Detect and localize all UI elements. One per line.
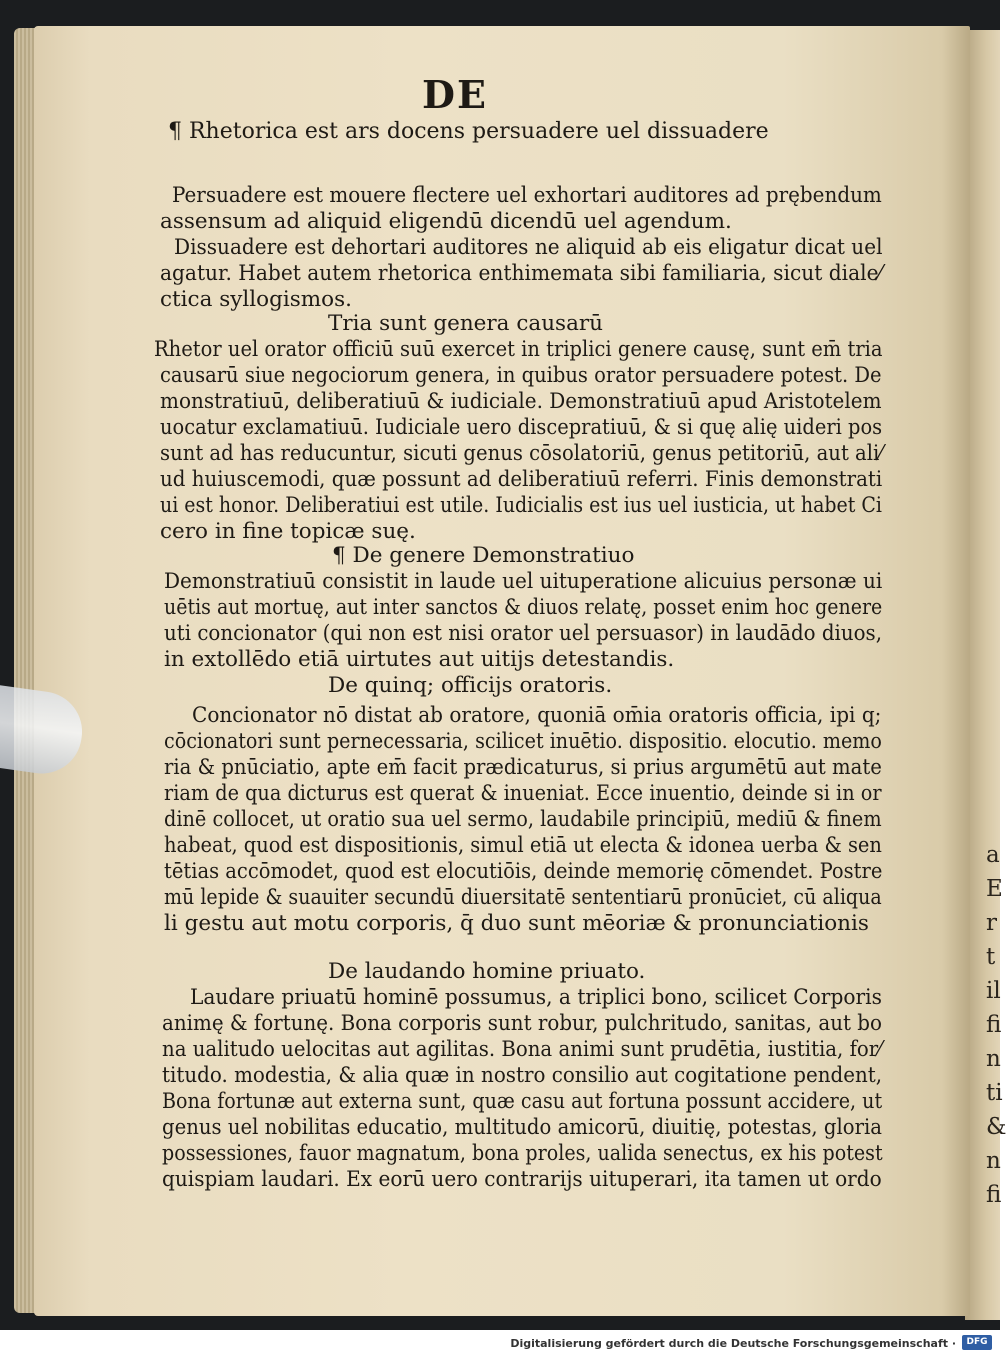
text-line: assensum ad aliquid eligendū dicendū uel agendum. — [160, 209, 732, 234]
text-line: uocatur exclamatiuū. Iudiciale uero discepratiuū, & si quę alię uideri pos — [160, 415, 883, 440]
section-heading: Tria sunt genera causarū — [328, 311, 604, 336]
text-line: Concionator nō distat ab oratore, quoniā om̄ia oratoris officia, ipi q; — [192, 703, 882, 728]
text-line: Dissuadere est dehortari auditores ne aliquid ab eis eligatur dicat uel — [174, 235, 883, 260]
text-line: causarū siue negociorum genera, in quibus orator persuadere potest. De — [160, 363, 882, 388]
text-line: mū lepide & suauiter secundū diuersitatē sententiarū pronūciet, cū aliqua — [164, 885, 882, 910]
dfg-logo: DFG — [962, 1335, 992, 1350]
text-line: Rhetor uel orator officiū suū exercet in triplici genere causę, sunt em̄ tria — [154, 337, 883, 362]
text-line: tētias accōmodet, quod est elocutiōis, deinde memorię cōmendet. Postre — [164, 859, 883, 884]
text-line: quispiam laudari. Ex eorū uero contrarijs uituperari, ita tamen ut ordo — [162, 1167, 882, 1192]
facing-page-fragment: a E r t il fi n ti & n fi — [986, 842, 1006, 1208]
text-line: ctica syllogismos. — [160, 287, 352, 312]
text-line: Persuadere est mouere flectere uel exhortari auditores ad prębendum — [172, 183, 882, 208]
text-line: Demonstratiuū consistit in laude uel uituperatione alicuius personæ ui — [164, 569, 883, 594]
text-line: sunt ad has reducuntur, sicuti genus cōsolatoriū, genus petitoriū, aut ali⁄ — [160, 441, 883, 466]
section-heading: De quinq; officijs oratoris. — [328, 673, 613, 698]
text-line: Bona fortunæ aut externa sunt, quæ casu aut fortuna possunt accidere, ut — [162, 1089, 883, 1114]
text-line: possessiones, fauor magnatum, bona proles, ualida senectus, ex his potest — [162, 1141, 883, 1166]
text-line: genus uel nobilitas educatio, multitudo amicorū, diuitię, potestas, gloria — [162, 1115, 883, 1140]
section-heading: De laudando homine priuato. — [328, 959, 646, 984]
text-line: uētis aut mortuę, aut inter sanctos & diuos relatę, posset enim hoc genere — [164, 595, 883, 620]
text-line: dinē collocet, ut oratio sua uel sermo, laudabile principiū, mediū & finem — [164, 807, 882, 832]
text-line: cōcionatori sunt pernecessaria, scilicet inuētio. dispositio. elocutio. memo — [164, 729, 882, 754]
footer-bar — [0, 1331, 1000, 1355]
text-line: ui est honor. Deliberatiui est utile. Iudicialis est ius uel iusticia, ut habet Ci — [160, 493, 882, 518]
text-line: uti concionator (qui non est nisi orator uel persuasor) in laudādo diuos, — [164, 621, 883, 646]
text-line: na ualitudo uelocitas aut agilitas. Bona animi sunt prudētia, iustitia, for⁄ — [162, 1037, 882, 1062]
section-heading: ¶ De genere Demonstratiuo — [332, 543, 635, 568]
text-line: ria & pnūciatio, apte em̄ facit prædicaturus, si prius argumētū aut mate — [164, 755, 882, 780]
text-line: ud huiuscemodi, quæ possunt ad deliberatiuū referri. Finis demonstrati — [160, 467, 883, 492]
text-line: titudo. modestia, & alia quæ in nostro consilio aut cogitatione pendent, — [162, 1063, 883, 1088]
text-line: animę & fortunę. Bona corporis sunt robur, pulchritudo, sanitas, aut bo — [162, 1011, 882, 1036]
text-line: Laudare priuatū hominē possumus, a triplici bono, scilicet Corporis — [190, 985, 882, 1010]
text-line: cero in fine topicæ suę. — [160, 519, 416, 544]
text-line: monstratiuū, deliberatiuū & iudiciale. Demonstratiuū apud Aristotelem — [160, 389, 882, 414]
text-line: in extollēdo etiā uirtutes aut uitijs detestandis. — [164, 647, 675, 672]
text-line: riam de qua dicturus est querat & inueniat. Ecce inuentio, deinde si in or — [164, 781, 882, 806]
text-line: li gestu aut motu corporis, q̄ duo sunt mēoriæ & pronunciationis — [164, 911, 869, 936]
text-line: habeat, quod est dispositionis, simul etiā ut electa & idonea uerba & sen — [164, 833, 882, 858]
page-heading: DE — [422, 72, 488, 117]
footer-credit: Digitalisierung gefördert durch die Deutsche Forschungsgemeinschaft · — [510, 1337, 956, 1350]
text-line: agatur. Habet autem rhetorica enthimemata sibi familiaria, sicut diale⁄ — [160, 261, 882, 286]
text-line: ¶ Rhetorica est ars docens persuadere uel dissuadere — [168, 119, 769, 144]
